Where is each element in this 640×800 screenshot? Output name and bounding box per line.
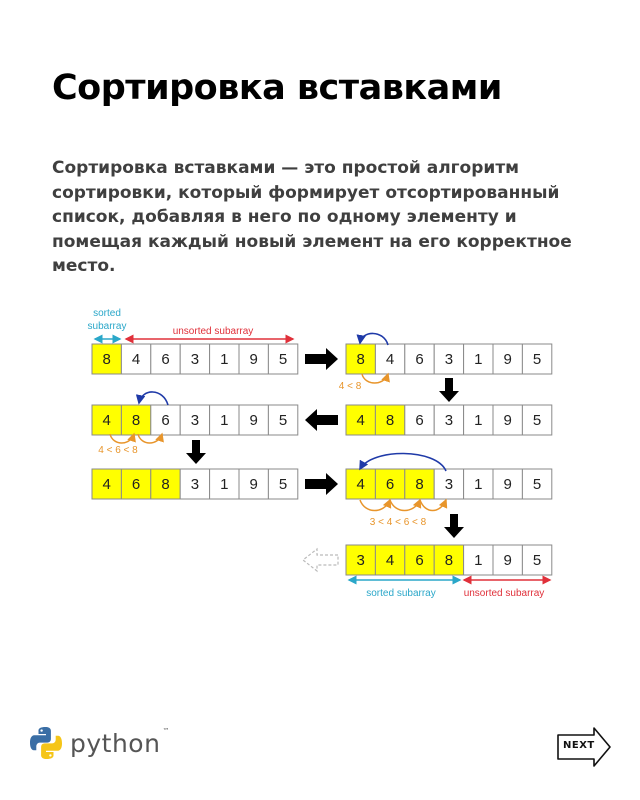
sorted-subarray-label-bottom: sorted subarray [366,588,436,599]
page-title: Сортировка вставками [52,68,502,108]
array-cell-value: 3 [356,552,365,569]
step-arrow-down-3 [444,514,464,538]
array-cell-value: 4 [385,552,395,569]
array-cell-value: 6 [131,476,141,493]
array-cell-value: 5 [532,351,542,368]
insert-arrow-step6 [360,453,446,471]
python-logo [28,725,169,761]
array-step-6 [346,469,552,499]
array-cell-value: 9 [249,476,258,493]
array-cell-value: 5 [278,351,288,368]
array-cell-value: 6 [161,412,170,429]
array-cell-value: 8 [385,412,395,429]
step-arrow-down-2 [186,440,206,464]
unsorted-subarray-label-top: unsorted subarray [172,326,254,337]
array-cell-value: 4 [356,412,365,429]
array-cell-value: 9 [503,412,512,429]
next-button[interactable] [556,727,612,767]
array-cell-value: 3 [444,351,454,368]
array-cell-value: 8 [161,476,170,493]
compare-arrow-step2 [362,374,388,383]
array-cell-value: 8 [444,552,454,569]
array-cell-value: 1 [474,552,483,569]
array-cell-value: 5 [278,412,288,429]
array-cell-value: 6 [385,476,395,493]
array-cell-value: 6 [415,351,424,368]
array-cell-value: 1 [220,351,229,368]
array-cell-value: 8 [102,351,111,368]
array-cell-value: 3 [190,351,200,368]
array-cell-value: 3 [444,412,454,429]
compare-arrow-step6c [420,500,446,511]
array-cell-value: 5 [278,476,288,493]
array-cell-value: 1 [220,412,229,429]
array-cell-value: 8 [415,476,424,493]
array-cell-value: 8 [356,351,365,368]
array-cell-value: 9 [503,552,512,569]
compare-arrow-step6a [360,500,390,511]
python-snake-icon [28,725,64,761]
array-step-3 [92,405,298,435]
array-cell-value: 6 [161,351,170,368]
description-text: Сортировка вставками — это простой алгоритм сортировки, который формирует отсортированный список, добавляя в него по одному элементу и помещая каждый новый элемент на его корректное место. [52,158,572,276]
insert-arrow-step2 [360,333,388,345]
comparison-label-step2: 4 < 8 [338,381,362,392]
array-cell-value: 3 [190,476,200,493]
sorted-subarray-label-line1: sorted [93,308,121,319]
array-cell-value: 4 [102,412,111,429]
array-cell-value: 4 [356,476,365,493]
array-cell-value: 9 [249,351,258,368]
array-cell-value: 4 [102,476,111,493]
array-cell-value: 5 [532,552,542,569]
array-cell-value: 6 [415,552,424,569]
step-arrow-left-1 [305,409,338,431]
array-cell-value: 6 [415,412,424,429]
unsorted-subarray-label-bottom: unsorted subarray [463,588,545,599]
array-cell-value: 1 [220,476,229,493]
array-step-5 [92,469,298,499]
sorted-subarray-label-line2: subarray [87,321,127,332]
array-step-2 [346,344,552,374]
next-button-label: NEXT [563,740,595,751]
step-arrow-right-2 [305,473,338,495]
array-step-7 [346,545,552,575]
comparison-label-step6: 3 < 4 < 6 < 8 [369,517,427,528]
array-cell-value: 9 [249,412,258,429]
array-cell-value: 1 [474,351,483,368]
array-step-4 [346,405,552,435]
step-arrow-down-1 [439,378,459,402]
array-cell-value: 3 [444,476,454,493]
array-cell-value: 9 [503,476,512,493]
step-arrow-right-1 [305,348,338,370]
comparison-label-step4: 4 < 6 < 8 [98,445,138,456]
array-cell-value: 8 [131,412,141,429]
array-step-1 [92,344,298,374]
python-logo-text: python [70,728,161,758]
array-cell-value: 1 [474,476,483,493]
array-cell-value: 5 [532,476,542,493]
insert-arrow-step4 [139,392,168,405]
array-cell-value: 3 [190,412,200,429]
array-cell-value: 1 [474,412,483,429]
trademark-symbol: ™ [162,727,170,735]
compare-arrow-step6b [390,500,420,511]
array-cell-value: 9 [503,351,512,368]
array-cell-value: 4 [131,351,141,368]
array-cell-value: 5 [532,412,542,429]
array-cell-value: 4 [385,351,395,368]
step-arrow-left-outline [303,549,338,571]
